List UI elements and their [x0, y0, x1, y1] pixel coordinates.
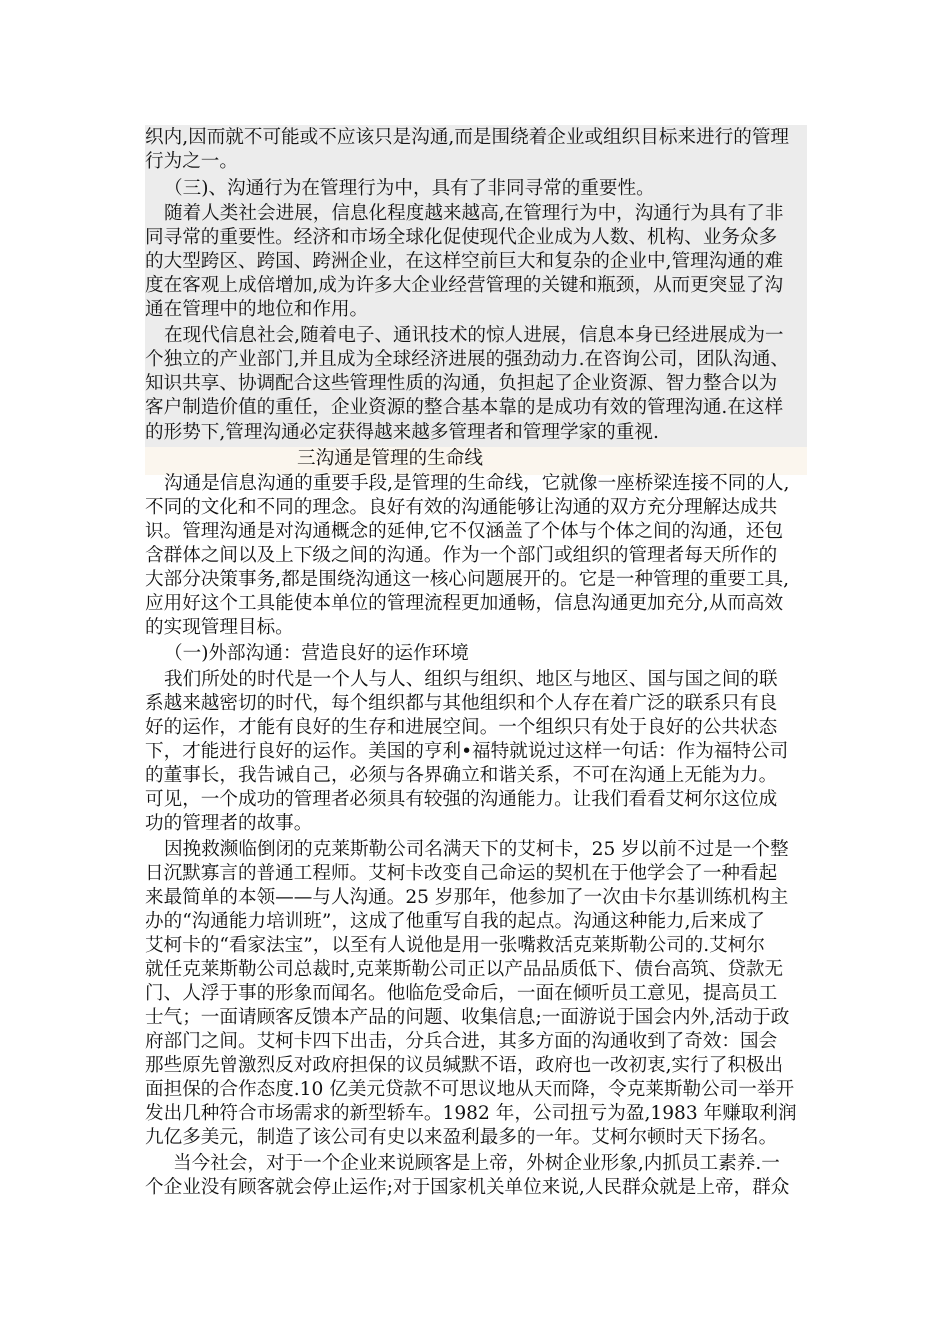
text-line: 沟通是信息沟通的重要手段,是管理的生命线，它就像一座桥梁连接不同的人, — [164, 473, 790, 494]
text-line: 士气；一面请顾客反馈本产品的问题、收集信息;一面游说于国会内外,活动于政 — [145, 1007, 790, 1028]
section-heading: （三)、沟通行为在管理行为中，具有了非同寻常的重要性。 — [164, 178, 655, 199]
text-line: 个企业没有顾客就会停止运作;对于国家机关单位来说,人民群众就是上帝，群众 — [145, 1177, 790, 1198]
text-line: 的董事长，我告诫自己，必须与各界确立和谐关系，不可在沟通上无能为力。 — [145, 765, 778, 786]
chapter-heading: 三沟通是管理的生命线 — [297, 448, 483, 469]
text-line: 识。管理沟通是对沟通概念的延伸,它不仅涵盖了个体与个体之间的沟通，还包 — [145, 521, 784, 542]
text-line: 织内,因而就不可能或不应该只是沟通,而是围绕着企业或组织目标来进行的管理 — [145, 127, 790, 148]
section-heading: （一)外部沟通：营造良好的运作环境 — [164, 643, 469, 664]
text-line: 同寻常的重要性。经济和市场全球化促使现代企业成为人数、机构、业务众多 — [145, 227, 778, 248]
text-line: 的形势下,管理沟通必定获得越来越多管理者和管理学家的重视. — [145, 422, 659, 443]
text-line: 面担保的合作态度.10 亿美元贷款不可思议地从天而降，令克莱斯勒公司一举开 — [145, 1079, 795, 1100]
text-line: 的大型跨区、跨国、跨洲企业，在这样空前巨大和复杂的企业中,管理沟通的难 — [145, 251, 784, 272]
text-line: 度在客观上成倍增加,成为许多大企业经营管理的关键和瓶颈，从而更突显了沟 — [145, 275, 784, 296]
text-line: 门、人浮于事的形象而闻名。他临危受命后，一面在倾听员工意见，提高员工 — [145, 983, 778, 1004]
text-line: 含群体之间以及上下级之间的沟通。作为一个部门或组织的管理者每天所作的 — [145, 545, 778, 566]
text-line: 好的运作，才能有良好的生存和进展空间。一个组织只有处于良好的公共状态 — [145, 717, 778, 738]
text-line: 当今社会，对于一个企业来说顾客是上帝，外树企业形象,内抓员工素养.一 — [173, 1153, 780, 1174]
text-line: 通在管理中的地位和作用。 — [145, 299, 369, 320]
text-line: 来最简单的本领——与人沟通。25 岁那年，他参加了一次由卡尔基训练机构主 — [145, 887, 789, 908]
text-line: 日沉默寡言的普通工程师。艾柯卡改变自己命运的契机在于他学会了一种看起 — [145, 863, 778, 884]
text-line: 功的管理者的故事。 — [145, 813, 313, 834]
text-line: 随着人类社会进展，信息化程度越来越高,在管理行为中，沟通行为具有了非 — [164, 203, 784, 224]
text-line: 可见，一个成功的管理者必须具有较强的沟通能力。让我们看看艾柯尔这位成 — [145, 789, 778, 810]
text-line: 办的“沟通能力培训班”，这成了他重写自我的起点。沟通这种能力,后来成了 — [145, 911, 765, 932]
text-line: 因挽救濒临倒闭的克莱斯勒公司名满天下的艾柯卡，25 岁以前不过是一个整 — [164, 839, 789, 860]
text-line: 行为之一。 — [145, 151, 238, 172]
text-line: 府部门之间。艾柯卡四下出击，分兵合进，其多方面的沟通收到了奇效：国会 — [145, 1031, 778, 1052]
text-line: 的实现管理目标。 — [145, 617, 294, 638]
text-line: 我们所处的时代是一个人与人、组织与组织、地区与地区、国与国之间的联 — [164, 669, 778, 690]
text-line: 九亿多美元，制造了该公司有史以来盈利最多的一年。艾柯尔顿时天下扬名。 — [145, 1127, 778, 1148]
text-line: 知识共享、协调配合这些管理性质的沟通，负担起了企业资源、智力整合以为 — [145, 373, 778, 394]
text-line: 就任克莱斯勒公司总裁时,克莱斯勒公司正以产品品质低下、债台高筑、贷款无 — [145, 959, 784, 980]
text-line: 大部分决策事务,都是围绕沟通这一核心问题展开的。它是一种管理的重要工具, — [145, 569, 790, 590]
text-line: 客户制造价值的重任，企业资源的整合基本靠的是成功有效的管理沟通.在这样 — [145, 397, 784, 418]
text-line: 应用好这个工具能使本单位的管理流程更加通畅，信息沟通更加充分,从而高效 — [145, 593, 784, 614]
text-line: 系越来越密切的时代，每个组织都与其他组织和个人存在着广泛的联系只有良 — [145, 693, 778, 714]
text-line: 那些原先曾激烈反对政府担保的议员缄默不语，政府也一改初衷,实行了积极出 — [145, 1055, 784, 1076]
text-line: 不同的文化和不同的理念。良好有效的沟通能够让沟通的双方充分理解达成共 — [145, 497, 778, 518]
text-line: 发出几种符合市场需求的新型轿车。1982 年，公司扭亏为盈,1983 年赚取利润 — [145, 1103, 797, 1124]
text-line: 下，才能进行良好的运作。美国的亨利•福特就说过这样一句话：作为福特公司 — [145, 741, 789, 762]
text-line: 个独立的产业部门,并且成为全球经济进展的强劲动力.在咨询公司，团队沟通、 — [145, 349, 790, 370]
text-line: 在现代信息社会,随着电子、通讯技术的惊人进展，信息本身已经进展成为一 — [164, 325, 784, 346]
text-line: 艾柯卡的“看家法宝”，以至有人说他是用一张嘴救活克莱斯勒公司的.艾柯尔 — [145, 935, 765, 956]
